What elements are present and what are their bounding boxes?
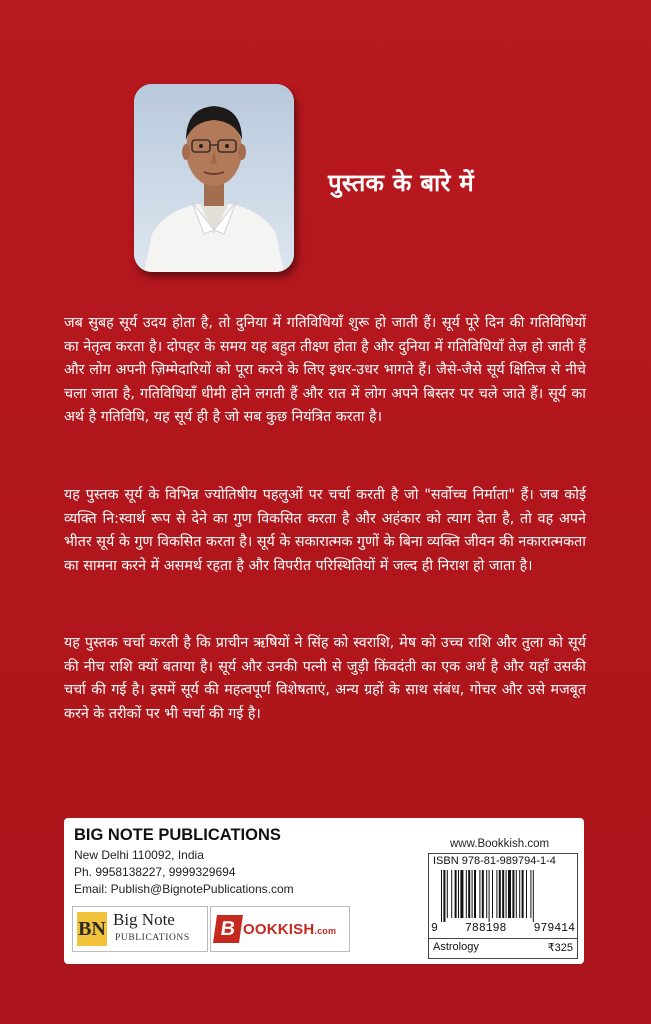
description-paragraph-1: जब सुबह सूर्य उदय होता है, तो दुनिया में गतिविधियाँ शुरू हो जाती हैं। सूर्य पूरे दिन की गतिविधियों का नेतृत्व करता है। दोपहर के समय यह बहुत तीक्ष्ण होता है और दुनिया में गतिविधियाँ तेज़ हो जाती हैं और लोग अपनी ज़िम्मेदारियों को पूरा करने के लिए इधर-उधर भागते हैं। जैसे-जैसे सूर्य क्षितिज से नीचे चला जाता है, गतिविधियाँ धीमी होने लगती हैं और रात में लोग अपने बिस्तर पर चले जाते हैं। सूर्य का अर्थ है गतिविधि, यह सूर्य ही है जो सब कुछ नियंत्रित करता है। [64, 315, 586, 425]
bignote-logo [72, 906, 208, 952]
barcode-digit-group: 979414 [533, 922, 575, 935]
book-price: ₹325 [547, 942, 573, 954]
bookkish-mark-icon: B [213, 915, 243, 943]
publisher-address: New Delhi 110092, India [74, 848, 204, 862]
barcode-icon [439, 870, 567, 922]
publisher-email: Email: Publish@BignotePublications.com [74, 882, 294, 896]
description-paragraph-2: यह पुस्तक सूर्य के विभिन्न ज्योतिषीय पहलुओं पर चर्चा करती है जो "सर्वोच्च निर्माता" हैं। जब कोई व्यक्ति नि:स्वार्थ रूप से देने का गुण विकसित करता है और अहंकार को त्याग देता है, तो वह अपने भीतर सूर्य के गुण विकसित करता है। सूर्य के सकारात्मक गुणों के बिना व्यक्ति जीवन की नकारात्मकता का सामना करने में असमर्थ रहता है और विपरीत परिस्थितियों में जल्द ही निराश हो जाता है। [64, 487, 586, 574]
website-url: www.Bookkish.com [450, 838, 550, 850]
bignote-logo-subtitle: PUBLICATIONS [115, 933, 190, 943]
bookkish-logo-domain: .com [314, 926, 337, 936]
book-genre: Astrology [433, 941, 479, 953]
description-paragraph-3: यह पुस्तक चर्चा करती है कि प्राचीन ऋषियों ने सिंह को स्वराशि, मेष को उच्च राशि और तुला को सूर्य की नीच राशि क्यों बताया है। सूर्य और उनकी पत्नी से जुड़ी किंवदंती का एक अर्थ है और यहाँ उसकी चर्चा की गई है। इसमें सूर्य की महत्वपूर्ण विशेषताएं, अन्य ग्रहों के साथ संबंध, गोचर और उसे मजबूत करने के तरीकों पर भी चर्चा की गई है। [64, 635, 586, 722]
author-portrait-image [134, 84, 294, 272]
isbn-number: ISBN 978-81-989794-1-4 [433, 855, 556, 867]
publisher-info-box [64, 818, 584, 964]
barcode-digit-group: 9 [431, 922, 438, 935]
author-photo [134, 84, 294, 272]
page-title: पुस्तक के बारे में [328, 169, 474, 197]
barcode-digit-group: 788198 [465, 922, 507, 935]
bignote-mark-icon: BN [77, 912, 107, 946]
bignote-logo-title: Big Note [113, 910, 175, 929]
barcode-digits [431, 922, 575, 935]
isbn-barcode-box [428, 853, 578, 959]
publisher-name: BIG NOTE PUBLICATIONS [74, 826, 281, 844]
publisher-phone: Ph. 9958138227, 9999329694 [74, 865, 236, 879]
bookkish-logo-text [243, 921, 336, 938]
bookkish-logo-word: OOKKISH [243, 921, 315, 938]
divider [429, 938, 577, 939]
bookkish-logo [210, 906, 350, 952]
